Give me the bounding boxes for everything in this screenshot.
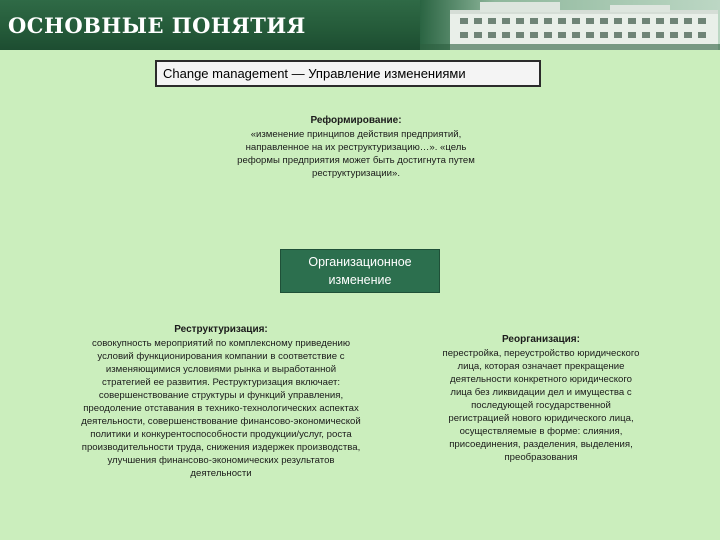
definition-line: условий функционирования компании в соответствие с xyxy=(97,351,345,362)
center-line: Организационное xyxy=(308,255,412,269)
definition-line: совершенствование структуры и функций управления, xyxy=(98,390,344,401)
definition-line: лица, которая означает прекращение xyxy=(457,361,625,372)
definition-line: реструктуризации». xyxy=(311,168,401,179)
definition-line: регистрацией нового юридического лица, xyxy=(448,413,634,424)
definition-line: политики и конкурентоспособности продукции/услуг, роста xyxy=(90,429,352,440)
reorganization-title: Реорганизация: xyxy=(502,334,580,345)
definition-line: направленное на их реструктуризацию…». «цель xyxy=(245,142,467,153)
header-banner xyxy=(0,0,720,50)
restructuring-title: Реструктуризация: xyxy=(174,324,268,335)
definition-line: деятельности, совершенствование финансово-экономической xyxy=(81,416,361,427)
main-term-box: Change management — Управление изменениями xyxy=(155,60,541,87)
definition-line: присоединения, разделения, выделения, xyxy=(449,439,633,450)
organizational-change-box xyxy=(280,249,440,293)
definition-line: производительности труда, снижения издержек производства, xyxy=(81,442,361,453)
restructuring-definition xyxy=(46,323,396,480)
definition-line: деятельности xyxy=(190,468,252,479)
definition-line: стратегией ее развития. Реструктуризация включает: xyxy=(101,377,341,388)
definition-line: совокупность мероприятий по комплексному приведению xyxy=(91,338,351,349)
definition-line: преобразования xyxy=(504,452,578,463)
page-title: ОСНОВНЫЕ ПОНЯТИЯ xyxy=(8,13,306,38)
definition-line: реформы предприятия может быть достигнута путем xyxy=(237,155,475,166)
definition-line: лица без ликвидации дел и имущества с xyxy=(450,387,632,398)
definition-line: улучшения финансово-экономических результатов xyxy=(107,455,335,466)
definition-line: «изменение принципов действия предприятий, xyxy=(250,129,462,140)
definition-line: деятельности конкретного юридического xyxy=(450,374,632,385)
center-line: изменение xyxy=(328,273,392,287)
reform-title: Реформирование: xyxy=(310,115,402,126)
building-photo xyxy=(420,0,720,50)
reorganization-definition xyxy=(406,333,676,464)
definition-line: преодоление отставания в технико-технологических аспектах xyxy=(83,403,359,414)
reform-definition xyxy=(206,114,506,180)
definition-line: изменяющимися условиями рынка и выработанной xyxy=(105,364,337,375)
definition-line: осуществляемые в форме: слияния, xyxy=(459,426,623,437)
definition-line: перестройка, переустройство юридического xyxy=(442,348,640,359)
definition-line: последующей государственной xyxy=(471,400,611,411)
